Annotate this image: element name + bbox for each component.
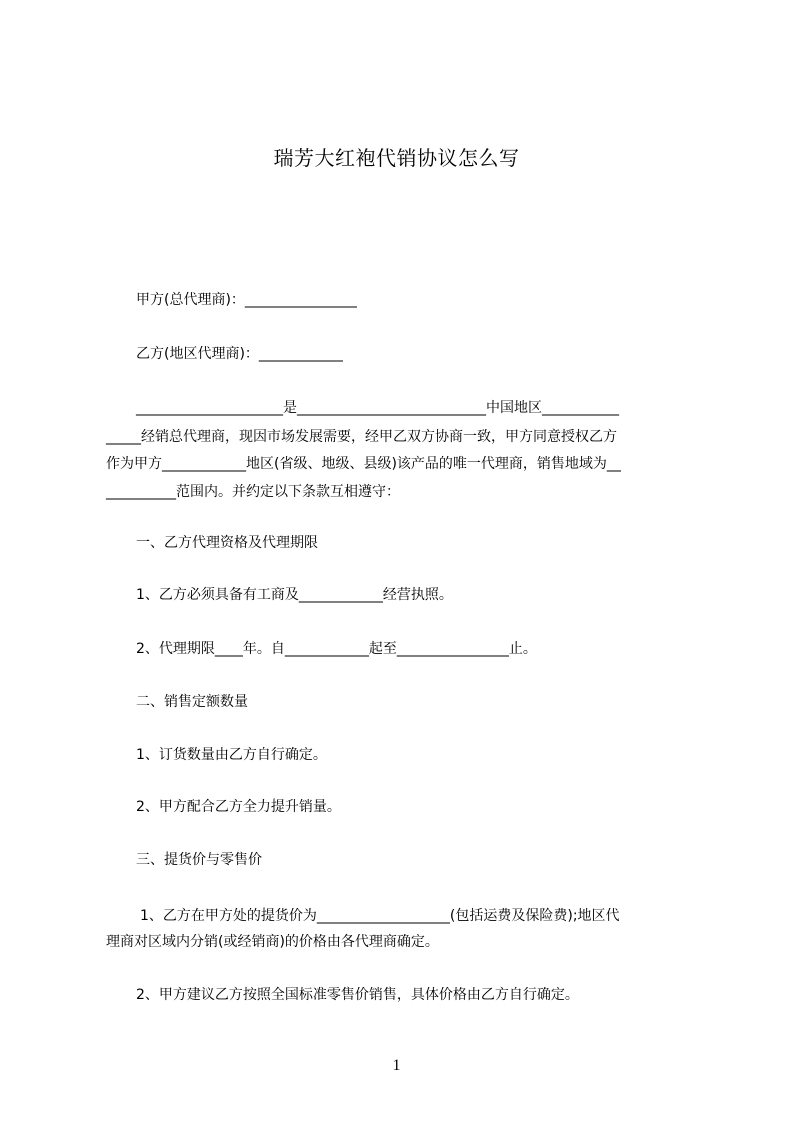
- section-2-heading: 二、销售定额数量: [136, 694, 248, 710]
- clause-3-1-line-2: 理商对区域内分销(或经销商)的价格由各代理商确定。: [106, 934, 439, 950]
- clause-3-1-line-1: 1、乙方在甲方处的提货价为___________________(包括运费及保险费);地区代: [140, 908, 620, 924]
- clause-3-2: 2、甲方建议乙方按照全国标准零售价销售，具体价格由乙方自行确定。: [136, 987, 579, 1003]
- clause-1-2: 2、代理期限____年。自____________起至________________止。: [136, 641, 537, 657]
- party-a-line: 甲方(总代理商)：________________: [136, 292, 357, 308]
- page-number: 1: [392, 1057, 401, 1074]
- section-1-heading: 一、乙方代理资格及代理期限: [136, 535, 318, 551]
- intro-line-3: 作为甲方____________地区(省级、地级、县级)该产品的唯一代理商，销售地域为__: [106, 456, 621, 472]
- clause-2-2: 2、甲方配合乙方全力提升销量。: [136, 799, 341, 815]
- section-3-heading: 三、提货价与零售价: [136, 852, 262, 868]
- intro-line-2: _____经销总代理商，现因市场发展需要，经甲乙双方协商一致，甲方同意授权乙方: [106, 429, 617, 445]
- intro-line-4: __________范围内。并约定以下条款互相遵守：: [106, 484, 400, 500]
- document-title: 瑞芳大红袍代销协议怎么写: [273, 146, 520, 170]
- clause-2-1: 1、订货数量由乙方自行确定。: [136, 747, 327, 763]
- clause-1-1: 1、乙方必须具备有工商及____________经营执照。: [136, 587, 453, 603]
- intro-line-1: _____________________是___________________________中国地区___________: [136, 400, 619, 416]
- party-b-line: 乙方(地区代理商)：____________: [136, 346, 343, 362]
